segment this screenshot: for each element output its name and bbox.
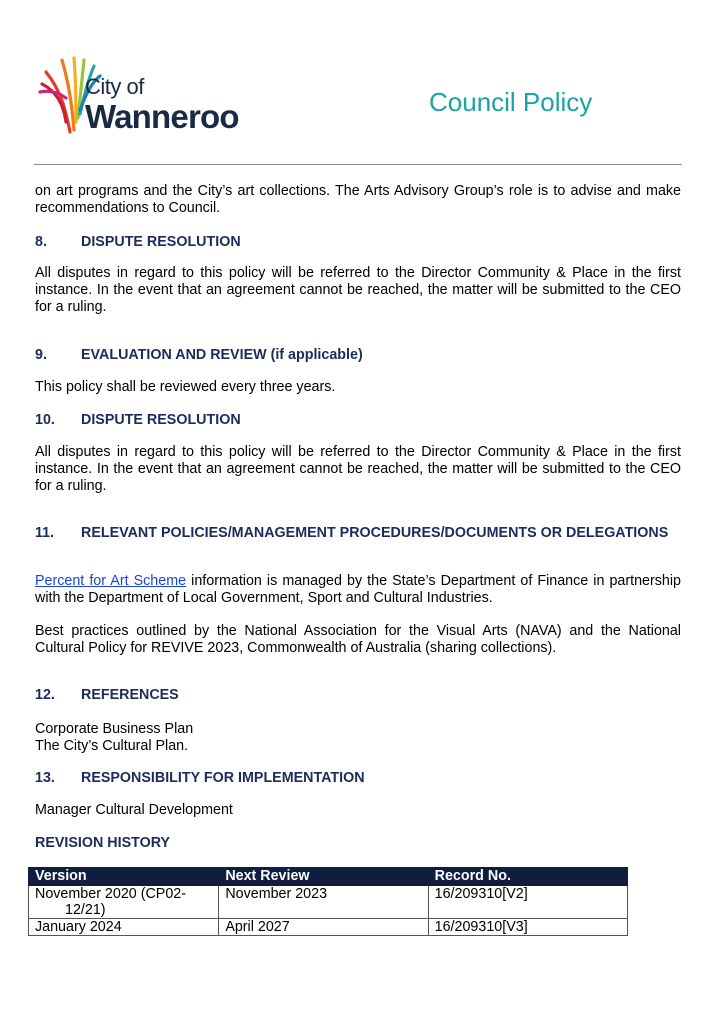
section-13-paragraph: Manager Cultural Development (35, 802, 233, 818)
section-number: 13. (35, 770, 55, 786)
version-cell (29, 919, 219, 936)
document-type-title: Council Policy (429, 87, 593, 117)
record-no-cell: 16/209310[V3] (428, 919, 627, 936)
table-row (29, 919, 628, 936)
version-text: November 2020 (CP02- (35, 886, 186, 902)
section-9-heading (35, 347, 363, 364)
header-divider (34, 164, 682, 165)
section-title: DISPUTE RESOLUTION (81, 234, 241, 250)
record-no-cell: 16/209310[V2] (428, 886, 627, 919)
version-text: January 2024 (35, 919, 122, 935)
section-number: 11. (35, 525, 55, 541)
section-number: 9. (35, 347, 47, 363)
version-text-continued: 12/21) (65, 902, 106, 918)
section-13-heading (35, 770, 365, 787)
reference-item: Corporate Business Plan (35, 721, 194, 737)
section-title: EVALUATION AND REVIEW (if applicable) (81, 347, 363, 363)
intro-paragraph: on art programs and the City’s art collections. The Arts Advisory Group’s role is to advise and make recommendations to Council. (35, 183, 681, 216)
section-title: RELEVANT POLICIES/MANAGEMENT PROCEDURES/DOCUMENTS OR DELEGATIONS (81, 525, 669, 541)
section-number: 8. (35, 234, 47, 250)
column-header-record-no: Record No. (428, 868, 627, 886)
version-cell (29, 886, 219, 919)
reference-item: The City’s Cultural Plan. (35, 738, 189, 754)
section-number: 10. (35, 412, 55, 428)
section-12-references (35, 721, 681, 755)
section-8-heading (35, 234, 241, 251)
section-10-heading (35, 412, 241, 429)
percent-for-art-scheme-link[interactable]: Percent for Art Scheme (35, 573, 187, 589)
revision-history-heading: REVISION HISTORY (35, 835, 171, 851)
section-11-paragraph-1 (35, 573, 681, 607)
column-header-version: Version (29, 868, 219, 886)
section-number: 12. (35, 687, 55, 703)
revision-history-table (28, 867, 628, 936)
logo-text-wanneroo: Wanneroo (85, 98, 239, 135)
column-header-next-review: Next Review (219, 868, 428, 886)
logo-text-city-of: City of (85, 74, 144, 99)
section-10-paragraph: All disputes in regard to this policy will be referred to the Director Community & Place in the first instance. In the event that an agreement cannot be reached, the matter will be submitted to the CEO for a ruling. (35, 444, 681, 494)
section-12-heading (35, 687, 179, 704)
table-header-row (29, 868, 628, 886)
section-title: REFERENCES (81, 687, 179, 703)
section-title: DISPUTE RESOLUTION (81, 412, 241, 428)
section-9-paragraph: This policy shall be reviewed every three years. (35, 379, 336, 395)
table-row (29, 886, 628, 919)
section-11-paragraph-2: Best practices outlined by the National Association for the Visual Arts (NAVA) and the National Cultural Policy for REVIVE 2023, Commonwealth of Australia (sharing collections). (35, 623, 681, 656)
next-review-cell: November 2023 (219, 886, 428, 919)
section-title: RESPONSIBILITY FOR IMPLEMENTATION (81, 770, 365, 786)
section-8-paragraph: All disputes in regard to this policy will be referred to the Director Community & Place in the first instance. In the event that an agreement cannot be reached, the matter will be submitted to the CEO for a ruling. (35, 265, 681, 315)
section-11-paragraph-1-text: information is managed by the State’s Department of Finance in partnership with the Department of Local Government, Sport and Cultural Industries. (35, 573, 681, 606)
next-review-cell: April 2027 (219, 919, 428, 936)
section-11-heading (35, 525, 668, 542)
